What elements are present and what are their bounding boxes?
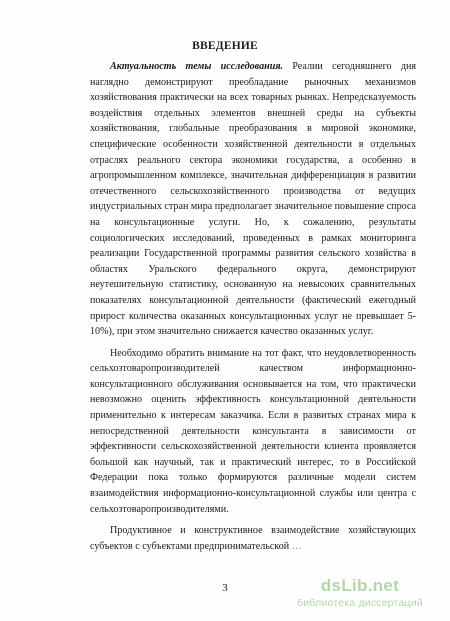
paragraph-interaction (90, 523, 416, 554)
page-heading: ВВЕДЕНИЕ (192, 40, 258, 52)
paragraph-dissatisfaction: Необходимо обратить внимание на тот факт, что неудовлетворенность сельхозтоваропроизводителей качеством информационно-консультационного обслуживания основывается на том, что практически невозможно оценить эффективность консультационной деятельности применительно к интересам заказчика. Если в развитых странах мира к непосредственной деятельности консультанта в зависимости от эффективности сельскохозяйственной деятельности клиента проявляется большой как научный, так и практический интерес, то в Российской Федерации пока только формируются различные модели систем взаимодействия информационно-консультационной службы или центра с сельхозтоваропроизводителями. (90, 347, 416, 515)
page-number: 3 (222, 582, 228, 594)
paragraph-interaction-text: Продуктивное и конструктивное взаимодействие хозяйствующих субъектов с субъектами предпринимательской (90, 525, 416, 552)
paragraph-lead: Актуальность темы исследования. (110, 61, 284, 72)
watermark-subtitle: библиотека диссертаций (297, 597, 423, 609)
paragraph-relevance-text: Реалии сегодняшнего дня наглядно демонстрируют преобладание рыночных механизмов хозяйствования практически на всех товарных рынках. Непредсказуемость воздействия отдельных элементов внешней среды на субъекты хозяйствования, глобальные преобразования в мировой экономике, специфические особенности хозяйственной деятельности в отдельных отраслях реального сектора экономики государства, а особенно в агропромышленном комплексе, значительная дифференциация в развитии отечественного сельскохозяйственного производства от ведущих индустриальных стран мира предполагает значительное повышение спроса на консультационные услуги. Но, к сожалению, результаты социологических исследований, проведенных в рамках мониторинга реализации Государственной программы развития сельского хозяйства в областях Уральского федерального округа, демонстрируют неутешительную статистику, основанную на невысоких сравнительных показателях консультационной деятельности (фактический ежегодный прирост количества оказанных консультационных услуг не превышает 5-10%), при этом значительно снижается качество оказанных услуг. (90, 61, 417, 338)
body-text (90, 59, 416, 554)
watermark (280, 575, 440, 615)
faded-text: … (289, 540, 302, 552)
paragraph-relevance (90, 59, 416, 340)
watermark-logo: dsLib.net (320, 576, 400, 595)
